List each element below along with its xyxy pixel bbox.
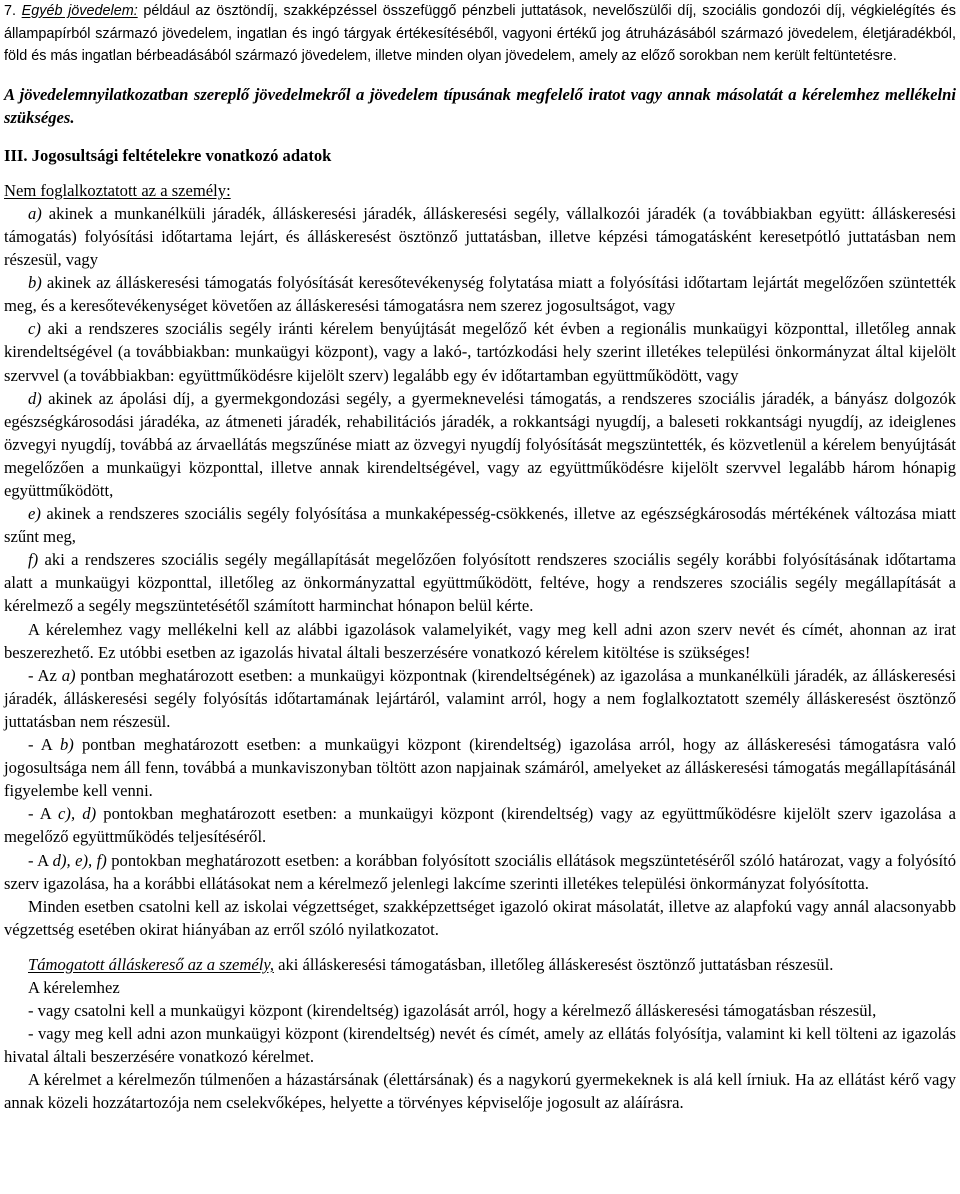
condition-marker-b: b) <box>28 273 42 293</box>
condition-item-f <box>4 548 956 617</box>
proof-item-def <box>4 849 956 895</box>
proof-text-a: pontban meghatározott esetben: a munkaügyi központnak (kirendeltségének) az igazolása a munkanélküli járadék, az álláskeresési járadék, álláskeresési segély folyósítás időtartamának lejártáról, valamint arról, hogy a nem foglalkoztatott személy álláskeresést ösztönző juttatásban nem részesül. <box>4 665 956 731</box>
request-item-attach: - vagy csatolni kell a munkaügyi központ (kirendeltség) igazolását arról, hogy a kérelmező álláskeresési támogatásban részesül, <box>28 1001 877 1021</box>
unemployed-definition-label <box>4 179 956 202</box>
condition-text-d: akinek az ápolási díj, a gyermekgondozási segély, a gyermeknevelési támogatás, a rendszeres szociális járadék, a bányász dolgozók egészségkárosodási járadéka, az átmeneti járadék, rehabilitációs járadék, a rokkantsági nyugdíj, a baleseti rokkantsági nyugdíj, az ideiglenes özvegyi nyugdíj, továbbá az árvaellátás megszűnése miatt az özvegyi nyugdíj folyósítását megszüntették, és közvetlenül a kérelem benyújtását megelőzően a munkaügyi központtal, illetve annak kirendeltségével, vagy az együttműködésre kijelölt szervvel legalább három hónapig együttműködött, <box>4 388 956 500</box>
proof-text-cd: pontokban meghatározott esetben: a munkaügyi központ (kirendeltség) vagy az együttműködésre kijelölt szerv igazolása a megelőző együttműködés teljesítéséről. <box>4 804 956 847</box>
proof-item-b <box>4 733 956 802</box>
condition-item-d <box>4 387 956 502</box>
condition-item-c <box>4 317 956 386</box>
attachment-notice: A jövedelemnyilatkozatban szereplő jövedelmekről a jövedelem típusának megfelelő iratot vagy annak másolatát a kérelemhez mellékelni szükséges. <box>4 84 956 127</box>
proof-prefix-b: - A <box>28 735 60 755</box>
section-3-heading: III. Jogosultsági feltételekre vonatkozó adatok <box>4 145 332 165</box>
condition-text-f: aki a rendszeres szociális segély megállapítását megelőzően folyósított rendszeres szociális segély korábbi folyósításának időtartama alatt a munkaügyi központtal, illetőleg az önkormányzattal együttműködött, feltéve, hogy a rendszeres szociális segély megállapítását a kérelmező a segély megszüntetésétől számított harminchat hónapon belül kérte. <box>4 550 956 616</box>
section-7-lead: Egyéb jövedelem: <box>21 3 138 19</box>
condition-item-a <box>4 202 956 271</box>
condition-text-a: akinek a munkanélküli járadék, álláskeresési járadék, álláskeresési segély, vállalkozói járadék (a továbbiakban együtt: álláskeresési támogatás) folyósítási időtartama lejárt, és álláskeresést ösztönző juttatásban, illetve képzési támogatásként keresetpótló juttatásban nem részesül, vagy <box>4 203 956 270</box>
condition-text-e: akinek a rendszeres szociális segély folyósítása a munkaképesség-csökkenés, illetve az egészségkárosodás mértékének változása miatt szűnt meg, <box>4 504 956 547</box>
condition-marker-f: f) <box>28 550 39 570</box>
request-intro: A kérelemhez <box>28 977 120 997</box>
condition-marker-c: c) <box>28 319 41 339</box>
attachment-intro: A kérelemhez vagy mellékelni kell az alábbi igazolások valamelyikét, vagy meg kell adni azon szerv nevét és címét, ahonnan az irat beszerezhető. Ez utóbbi esetben az igazolás hivatal általi beszerzésére vonatkozó kérelem kitöltése is szükséges! <box>4 619 956 662</box>
proof-item-cd <box>4 802 956 848</box>
proof-ref-def: d), e), f) <box>52 850 107 870</box>
school-certificate-note: Minden esetben csatolni kell az iskolai végzettséget, szakképzettséget igazoló okirat másolatát, illetve az alapfokú vagy annál alacsonyabb végzettség esetében okirat hiányában az erről szóló nyilatkozatot. <box>4 896 956 939</box>
proof-text-b: pontban meghatározott esetben: a munkaügyi központ (kirendeltség) igazolása arról, hogy az álláskeresési támogatásra való jogosultsága nem áll fenn, továbbá a munkaviszonyban töltött azon napjainak számáról, amelyeket az álláskeresési támogatás megállapításánál figyelembe kell venni. <box>4 735 956 801</box>
proof-prefix-a: - Az <box>28 665 62 685</box>
request-item-provide: - vagy meg kell adni azon munkaügyi központ (kirendeltség) nevét és címét, amely az ellátás folyósítja, valamint ki kell tölteni az igazolás hivatal általi beszerzésére vonatkozó kérelmet. <box>4 1024 956 1067</box>
condition-text-b: akinek az álláskeresési támogatás folyósítását keresőtevékenység folytatása miatt a folyósítási időtartam lejártát megelőzően szüntették meg, és a keresőtevékenységet követően az álláskeresési támogatásra nem szerez jogosultságot, vagy <box>4 273 956 316</box>
condition-text-c: aki a rendszeres szociális segély iránti kérelem benyújtását megelőző két évben a regionális munkaügyi központtal, illetőleg annak kirendeltségével (a továbbiakban: munkaügyi központ), vagy a lakó-, tartózkodási hely szerint illetékes települési önkormányzat által kijelölt szervvel (a továbbiakban: együttműködésre kijelölt szerv) legalább egy év időtartamban együttműködött, vagy <box>4 319 956 385</box>
condition-item-e <box>4 502 956 548</box>
proof-ref-a: a) <box>61 665 76 685</box>
condition-marker-a: a) <box>28 203 42 223</box>
proof-ref-b: b) <box>59 735 74 755</box>
unemployed-label-text: Nem foglalkoztatott az a személy: <box>4 180 231 200</box>
supported-jobseeker-label: Támogatott álláskereső az a személy, <box>28 954 274 974</box>
supported-jobseeker-definition <box>4 953 956 976</box>
condition-marker-d: d) <box>28 388 42 408</box>
section-7-number: 7. <box>4 3 22 19</box>
proof-prefix-def: - A <box>28 850 53 870</box>
signature-note: A kérelmet a kérelmezőn túlmenően a házastársának (élettársának) és a nagykorú gyermekeknek is alá kell írniuk. Ha az ellátást kérő vagy annak közeli hozzátartozója nem cselekvőképes, helyette a törvényes képviselője jogosult az aláírásra. <box>4 1070 956 1113</box>
proof-text-def: pontokban meghatározott esetben: a korábban folyósított szociális ellátások megszüntetéséről szóló határozat, vagy a folyósító szerv igazolása, ha a korábbi ellátásokat nem a kérelmező jelenlegi lakcíme szerinti illetékes települési önkormányzat folyósította. <box>4 850 956 893</box>
section-7-body: például az ösztöndíj, szakképzéssel összefüggő pénzbeli juttatások, nevelőszülői díj, szociális gondozói díj, végkielégítés és állampapírból származó jövedelem, ingatlan és ingó tárgyak értékesítéséből, vagyoni értékű jog átruházásából származó jövedelem, életjáradékból, föld és más ingatlan bérbeadásából származó jövedelem, illetve minden olyan jövedelem, amely az előző sorokban nem került feltüntetésre. <box>4 3 956 64</box>
section-7-paragraph <box>4 0 956 68</box>
condition-item-b <box>4 271 956 317</box>
supported-jobseeker-text: aki álláskeresési támogatásban, illetőleg álláskeresést ösztönző juttatásban részesül. <box>273 954 834 974</box>
proof-item-a <box>4 664 956 733</box>
proof-ref-cd: c), d) <box>58 804 97 824</box>
proof-prefix-cd: - A <box>28 804 59 824</box>
condition-marker-e: e) <box>28 504 41 524</box>
